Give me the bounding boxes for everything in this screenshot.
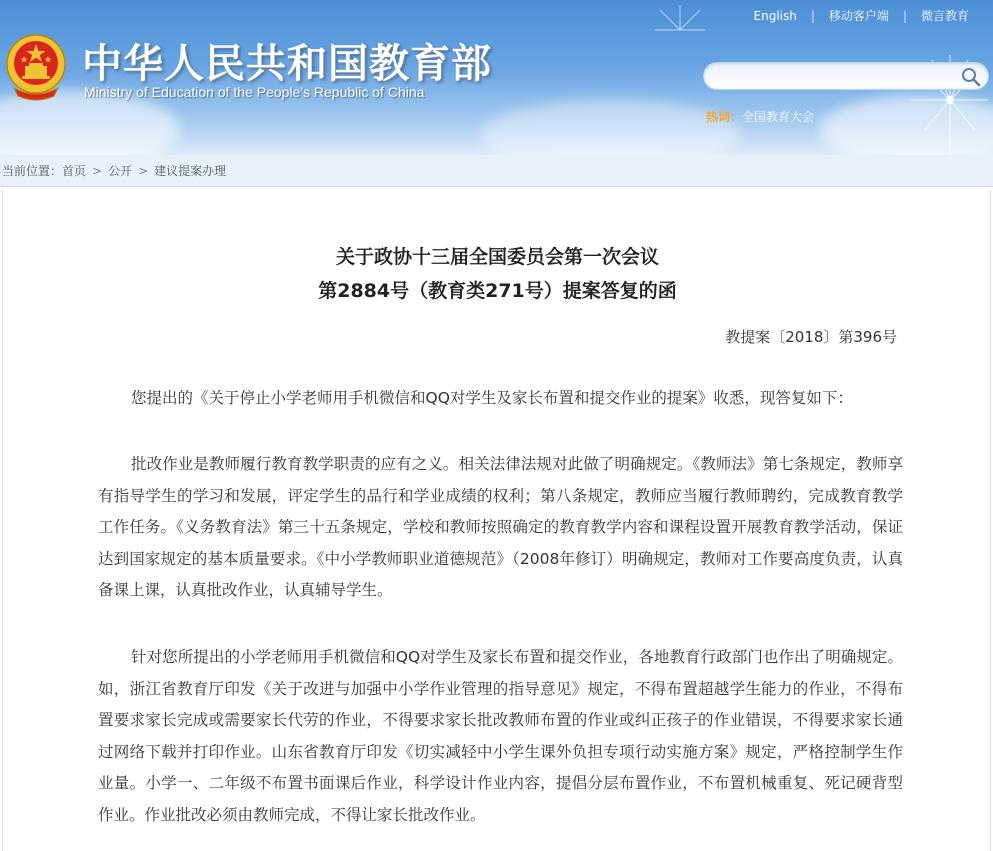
hot-words (706, 108, 814, 125)
search-input[interactable] (716, 66, 954, 86)
document-number: 教提案〔2018〕第396号 (725, 328, 897, 346)
dandelion-decoration (880, 30, 990, 155)
hot-words-label: 热词： (706, 110, 743, 124)
search-icon[interactable] (960, 66, 982, 88)
paragraph: 针对您所提出的小学老师用手机微信和QQ对学生及家长布置和提交作业，各地教育行政部门也作出了明确规定。如，浙江省教育厅印发《关于改进与加强中小学作业管理的指导意见》规定，不得布置超越学生能力的作业，不得布置要求家长完成或需要家长代劳的作业，不得要求家长批改教师布置的作业或纠正孩子的作业错误，不得要求家长通过网络下载并打印作业。山东省教育厅印发《切实减轻中小学生课外负担专项行动实施方案》规定，严格控制学生作业量。小学一、二年级不布置书面课后作业，科学设计作业内容，提倡分层布置作业，不布置机械重复、死记硬背型作业。作业批改必须由教师完成，不得让家长批改作业。 (98, 648, 903, 824)
paragraph: 批改作业是教师履行教育教学职责的应有之义。相关法律法规对此做了明确规定。《教师法》第七条规定，教师享有指导学生的学习和发展，评定学生的品行和学业成绩的权利；第八条规定，教师应当履行教师聘约，完成教育教学工作任务。《义务教育法》第三十五条规定，学校和教师按照确定的教育教学内容和课程设置开展教育教学活动，保证达到国家规定的基本质量要求。《中小学教师职业道德规范》（2008年修订）明确规定，教师对工作要高度负责，认真备课上课，认真批改作业，认真辅导学生。 (98, 455, 903, 599)
separator: | (902, 8, 907, 23)
paragraph: 您提出的《关于停止小学老师用手机微信和QQ对学生及家长布置和提交作业的提案》收悉，现答复如下： (131, 389, 853, 407)
breadcrumb-proposals[interactable]: 建议提案办理 (154, 164, 227, 178)
article-title-line2: 第2884号（教育类271号）提案答复的函 (318, 280, 677, 302)
top-links (754, 7, 969, 24)
dandelion-decoration (640, 0, 720, 60)
site-title-chinese: 中华人民共和国教育部 (82, 41, 492, 87)
cloud-decoration (480, 100, 743, 155)
link-mobile-client[interactable]: 移动客户端 (828, 9, 889, 23)
chevron-right-icon: > (138, 163, 149, 178)
breadcrumb-prefix: 当前位置： (2, 164, 63, 178)
link-english[interactable]: English (753, 8, 797, 23)
article-title-line1: 关于政协十三届全国委员会第一次会议 (335, 246, 659, 268)
chevron-right-icon: > (92, 163, 103, 178)
site-title-english: Ministry of Education of the People's Republic of China (84, 84, 425, 100)
breadcrumb-home[interactable]: 首页 (62, 164, 87, 178)
search-box (703, 62, 989, 90)
separator: | (810, 8, 815, 23)
breadcrumb (0, 155, 993, 187)
hot-word-link[interactable]: 全国教育大会 (742, 110, 815, 124)
link-weiyan-education[interactable]: 微言教育 (920, 9, 969, 23)
breadcrumb-public[interactable]: 公开 (108, 164, 133, 178)
article-content (2, 190, 991, 851)
national-emblem-icon (4, 30, 68, 102)
site-header (0, 0, 993, 155)
